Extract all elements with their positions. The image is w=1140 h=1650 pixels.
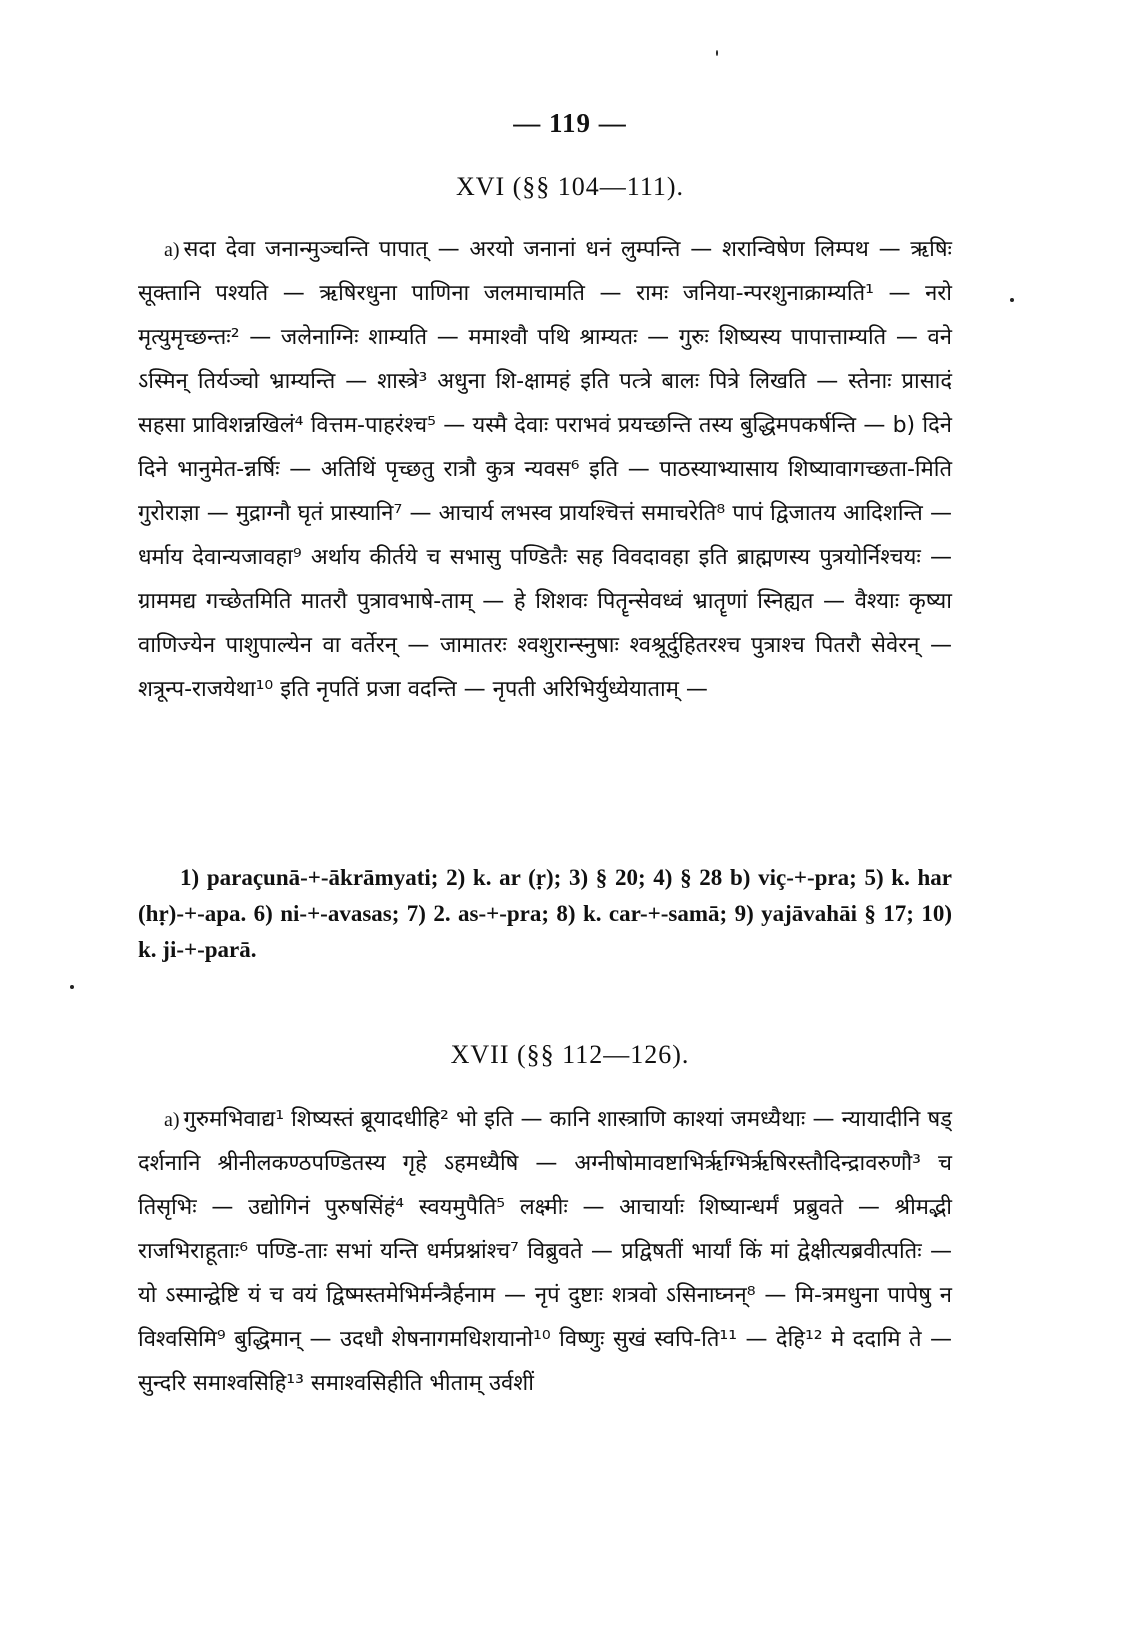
footnotes xyxy=(138,860,952,968)
exercise-marker: a) xyxy=(164,1109,180,1131)
section-heading-xvi: XVI (§§ 104—111). xyxy=(455,172,685,201)
scan-speck xyxy=(70,985,74,989)
exercise-body: गुरुमभिवाद्य¹ शिष्यस्तं ब्रूयादधीहि² भो इति — कानि शास्त्राणि काश्यां जमध्यैथाः — न्यायादीनि षड् दर्शनानि श्रीनीलकण्ठपण्डितस्य गृहे ऽहमध्यैषि — अग्नीषोमावष्टाभिर्ऋग्भिर्ऋषिरस्तौदिन्द्रावरुणौ³ च तिसृभिः — उद्योगिनं पुरुषसिंहं⁴ स्वयमुपैति⁵ लक्ष्मीः — आचार्याः शिष्यान्धर्मं प्रब्रुवते — श्रीमद्भी राजभिराहूताः⁶ पण्डि-ताः सभां यन्ति धर्मप्रश्नांश्च⁷ विब्रुवते — प्रद्विषतीं भार्यां किं मां द्वेक्षीत्यब्रवीत्पतिः — यो ऽस्मान्द्वेष्टि यं च वयं द्विष्मस्तमेभिर्मन्त्रैर्हनाम — नृपं दुष्टाः शत्रवो ऽसिनाघ्नन्⁸ — मि-त्रमधुना पापेषु न विश्वसिमि⁹ बुद्धिमान् — उदधौ शेषनागमधिशयानो¹⁰ विष्णुः सुखं स्वपि-ति¹¹ — देहि¹² मे ददामि ते — सुन्दरि समाश्वसिहि¹³ समाश्वसिहीति भीताम् उर्वशीं xyxy=(138,1107,952,1396)
page-number: — 119 — xyxy=(513,108,627,138)
exercise-marker: a) xyxy=(164,239,180,261)
scan-speck xyxy=(1010,298,1014,302)
scan-speck xyxy=(716,50,718,56)
exercise-body: सदा देवा जनान्मुञ्चन्ति पापात् — अरयो जनानां धनं लुम्पन्ति — शरान्विषेण लिम्पथ — ऋषिः सूक्तानि पश्यति — ऋषिरधुना पाणिना जलमाचामति — रामः जनिया-न्परशुनाक्राम्यति¹ — नरो मृत्युमृच्छन्तः² — जलेनाग्निः शाम्यति — ममाश्वौ पथि श्राम्यतः — गुरुः शिष्यस्य पापात्ताम्यति — वने ऽस्मिन् तिर्यञ्चो भ्राम्यन्ति — शास्त्रे³ अधुना शि-क्षामहं इति पत्त्रे बालः पित्रे लिखति — स्तेनाः प्रासादं सहसा प्राविशन्नखिलं⁴ वित्तम-पाहरंश्च⁵ — यस्मै देवाः पराभवं प्रयच्छन्ति तस्य बुद्धिमपकर्षन्ति — b) दिने दिने भानुमेत-न्नर्षिः — अतिथिं पृच्छतु रात्रौ कुत्र न्यवस⁶ इति — पाठस्याभ्यासाय शिष्यावागच्छता-मिति गुरोराज्ञा — मुद्राग्नौ घृतं प्रास्यानि⁷ — आचार्य लभस्व प्रायश्चित्तं समाचरेति⁸ पापं द्विजातय आदिशन्ति — धर्माय देवान्यजावहा⁹ अर्थाय कीर्तये च सभासु पण्डितैः सह विवदावहा इति ब्राह्मणस्य पुत्रयोर्निश्चयः — ग्राममद्य गच्छेतमिति मातरौ पुत्रावभाषे-ताम् — हे शिशवः पितॄन्सेवध्वं भ्रातॄणां स्निह्यत — वैश्याः कृष्या वाणिज्येन पाशुपाल्येन वा वर्तेरन् — जामातरः श्वशुरान्स्नुषाः श्वश्रूर्दुहितरश्च पुत्राश्च पितरौ सेवेरन् — शत्रून्प-राजयेथा¹⁰ इति नृपतिं प्रजा वदन्ति — नृपती अरिभिर्युध्येयाताम् — xyxy=(138,237,952,702)
section-heading-xvii: XVII (§§ 112—126). xyxy=(450,1040,690,1069)
exercise-text-xvi xyxy=(138,228,952,712)
exercise-text-xvii xyxy=(138,1098,952,1406)
footnotes-text: 1) paraçunā-+-ākrāmyati; 2) k. ar (ṛ); 3) § 20; 4) § 28 b) viç-+-pra; 5) k. har (hṛ)-+-apa. 6) ni-+-avasas; 7) 2. as-+-pra; 8) k. car-+-samā; 9) yajāvahāi § 17; 10) k. ji-+-parā. xyxy=(138,865,952,962)
